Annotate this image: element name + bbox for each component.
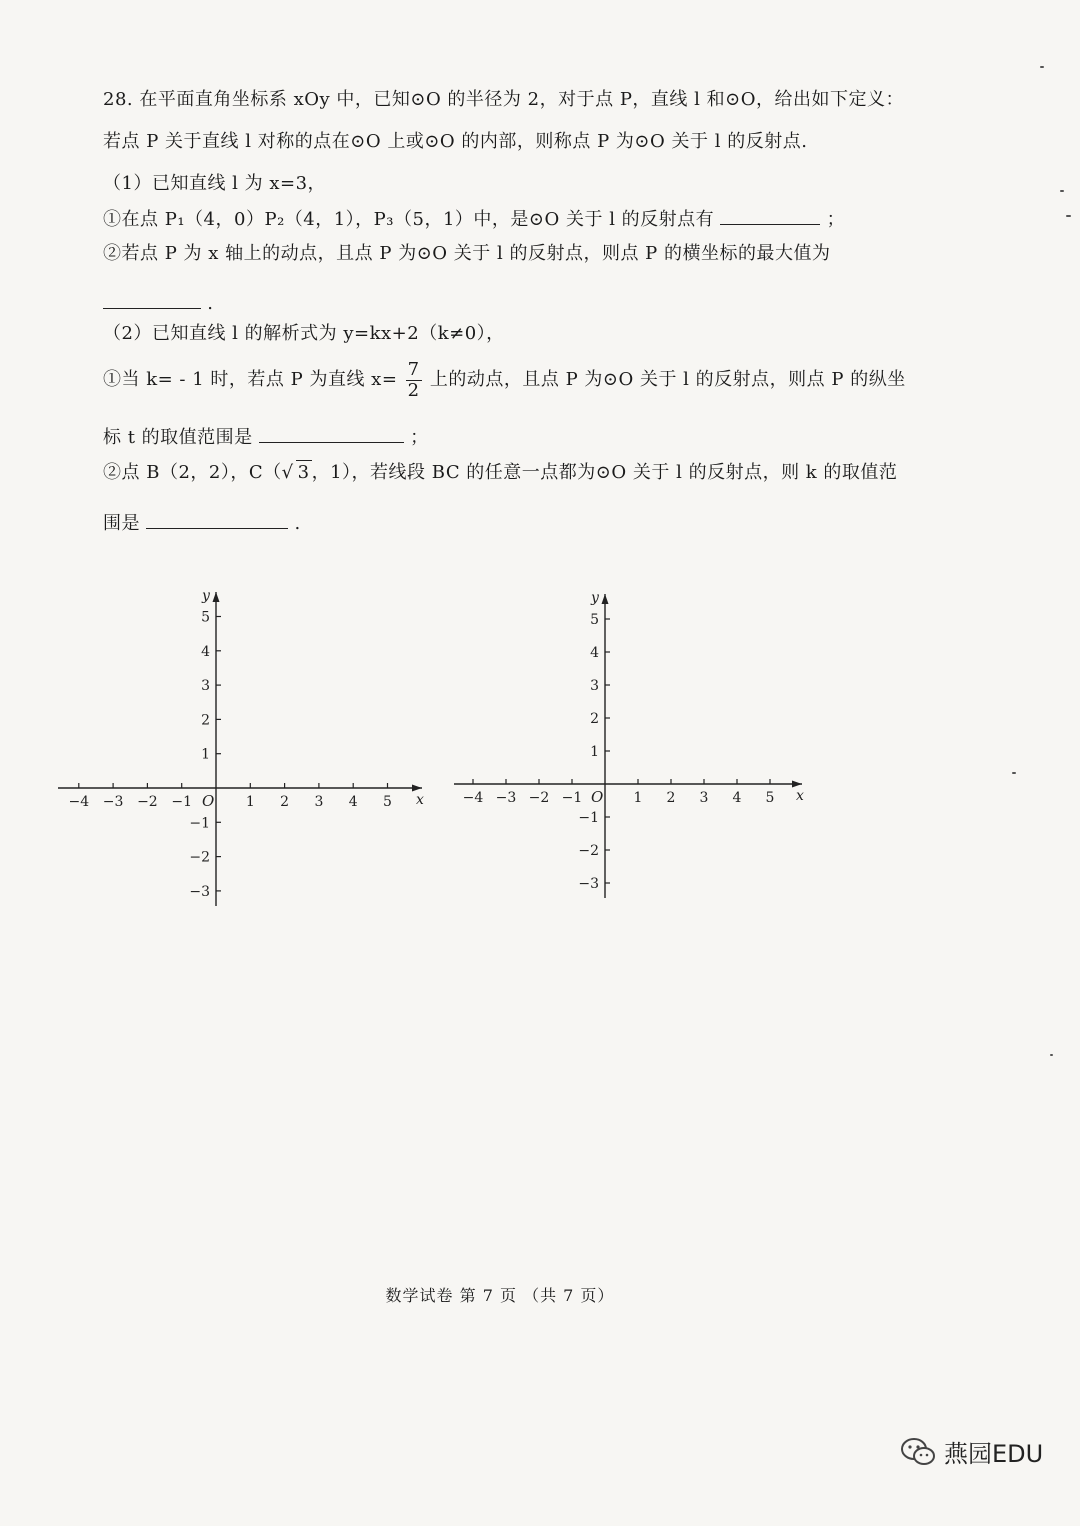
part1-question-2-end: .: [207, 293, 214, 314]
y-tick-label: 3: [201, 678, 210, 695]
fraction-numerator: 7: [407, 358, 420, 380]
x-axis-arrow: [792, 781, 802, 788]
part2-question-2-text-b: ，1），若线段 BC 的任意一点都为⊙O 关于 l 的反射点，则 k 的取值范: [311, 462, 898, 483]
y-tick-label: −3: [189, 883, 210, 900]
x-tick-label: −3: [495, 790, 517, 806]
y-axis-label: y: [202, 588, 210, 604]
part1-question-1: [103, 206, 845, 232]
part2-question-2-text-a: ②点 B（2，2），C（: [103, 462, 282, 483]
y-tick-label: 5: [590, 612, 599, 628]
y-tick-label: −1: [578, 810, 599, 826]
x-tick-label: 2: [280, 794, 290, 810]
y-tick-label: 2: [201, 712, 210, 729]
fraction-denominator: 2: [407, 379, 420, 401]
y-tick-label: 3: [590, 678, 599, 694]
y-axis-arrow: [602, 594, 609, 604]
answer-blank-2[interactable]: [103, 290, 201, 309]
part2-question-2: ②点 B（2，2），C（√ 3 ，1），若线段 BC 的任意一点都为⊙O 关于 l 的反射点，则 k 的取值范: [103, 462, 898, 483]
x-tick-label: 1: [633, 790, 643, 806]
origin-label: O: [591, 788, 604, 806]
scan-speck: [1066, 215, 1071, 217]
x-tick-label: −3: [102, 794, 124, 810]
answer-blank-1[interactable]: [720, 206, 820, 225]
part2-question-2-end: .: [294, 513, 301, 534]
y-tick-label: 1: [590, 744, 599, 760]
wechat-icon: [900, 1437, 936, 1467]
x-tick-label: 1: [245, 794, 255, 810]
x-tick-label: 5: [383, 794, 392, 810]
part1-question-1-end: ；: [826, 209, 846, 230]
scan-speck: [1040, 66, 1044, 68]
watermark: [900, 1434, 1043, 1469]
part2-question-1-text-b: 上的动点，且点 P 为⊙O 关于 l 的反射点，则点 P 的纵坐: [429, 369, 906, 390]
y-tick-label: 4: [590, 645, 599, 661]
answer-blank-4[interactable]: [146, 510, 288, 529]
problem-intro-line-1: 28. 在平面直角坐标系 xOy 中，已知⊙O 的半径为 2，对于点 P，直线 l 和⊙O，给出如下定义：: [103, 89, 904, 110]
x-tick-label: −1: [561, 790, 583, 806]
part2-question-2-text-c: 围是: [103, 513, 140, 534]
scan-speck: [1012, 772, 1016, 774]
x-axis-arrow: [412, 785, 422, 792]
x-tick-label: 2: [666, 790, 676, 806]
y-tick-label: 2: [590, 711, 599, 727]
part2-question-2-answer: [103, 510, 301, 536]
y-tick-label: −3: [578, 876, 599, 892]
part1-question-2: ②若点 P 为 x 轴上的动点，且点 P 为⊙O 关于 l 的反射点，则点 P 的横坐标的最大值为: [103, 243, 831, 264]
y-axis-arrow: [213, 592, 220, 602]
scan-speck: [1060, 190, 1064, 192]
x-tick-label: −2: [137, 794, 158, 810]
x-axis-label: x: [416, 792, 424, 808]
y-axis-label: y: [591, 590, 599, 606]
x-tick-label: 4: [732, 790, 742, 806]
part2-heading: （2）已知直线 l 的解析式为 y=kx+2（k≠0），: [103, 323, 505, 344]
y-tick-label: 5: [201, 609, 210, 626]
y-tick-label: −2: [578, 843, 599, 859]
x-tick-label: 4: [348, 794, 358, 810]
x-tick-label: −1: [171, 794, 193, 810]
y-tick-label: 4: [201, 643, 210, 660]
x-tick-label: 3: [699, 790, 709, 806]
scan-speck: [1050, 1054, 1053, 1056]
x-axis-label: x: [796, 788, 804, 804]
problem-intro-line-2: 若点 P 关于直线 l 对称的点在⊙O 上或⊙O 的内部，则称点 P 为⊙O 关于 l 的反射点.: [103, 131, 808, 152]
part2-question-1: [103, 358, 906, 402]
part2-question-1-text-a: ①当 k= - 1 时，若点 P 为直线 x=: [103, 369, 398, 390]
coordinate-grid-right: [440, 580, 840, 920]
part2-question-1-answer: [103, 424, 429, 450]
part1-heading: （1）已知直线 l 为 x=3，: [103, 173, 327, 194]
page-footer: 数学试卷 第 7 页 （共 7 页）: [385, 1286, 615, 1305]
fraction-seven-halves: [406, 360, 422, 401]
x-tick-label: −4: [68, 794, 90, 810]
y-tick-label: −2: [189, 849, 210, 866]
x-tick-label: −4: [462, 790, 484, 806]
sqrt-radicand: 3: [297, 462, 310, 483]
x-tick-label: 3: [314, 794, 324, 810]
answer-blank-3[interactable]: [259, 424, 404, 443]
part1-question-2-answer: [103, 290, 213, 316]
part2-question-1-text-c: 标 t 的取值范围是: [103, 427, 253, 448]
y-tick-label: −1: [189, 815, 210, 832]
x-tick-label: 5: [765, 790, 775, 806]
x-tick-label: −2: [528, 790, 550, 806]
part1-question-1-text: ①在点 P₁（4，0）P₂（4，1），P₃（5，1）中，是⊙O 关于 l 的反射点有: [103, 209, 715, 230]
origin-label: O: [202, 792, 215, 810]
y-tick-label: 1: [201, 746, 210, 763]
part2-question-1-end: ；: [410, 427, 429, 448]
watermark-text: 燕园EDU: [944, 1440, 1044, 1468]
